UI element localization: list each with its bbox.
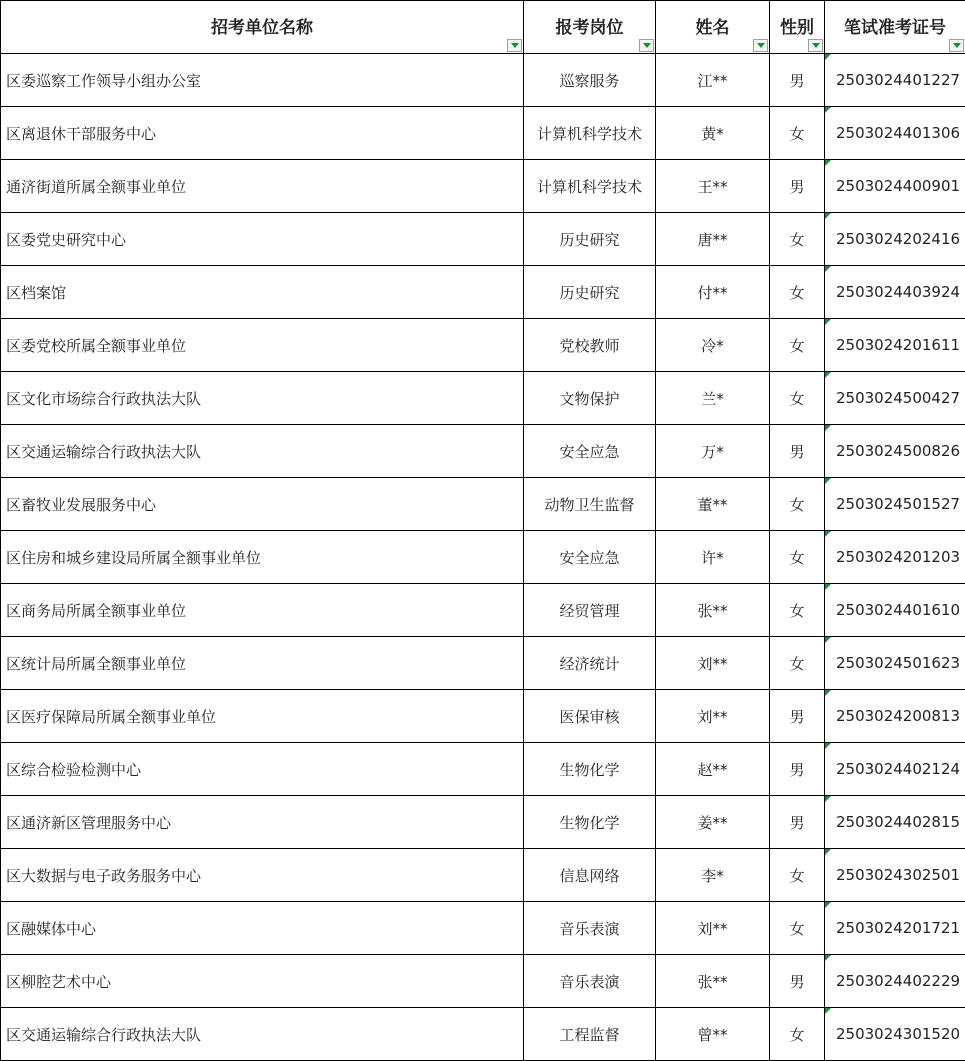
cell-name-text: 付** — [697, 283, 728, 302]
cell-position[interactable] — [524, 531, 656, 584]
cell-name-text: 江** — [697, 71, 728, 90]
cell-name-text: 许* — [701, 548, 724, 567]
cell-org[interactable] — [1, 637, 524, 690]
cell-ticket[interactable] — [825, 743, 965, 796]
cell-gender-text: 女 — [789, 654, 805, 673]
cell-position[interactable] — [524, 372, 656, 425]
filter-dropdown-icon[interactable] — [949, 39, 964, 52]
cell-name[interactable] — [656, 425, 770, 478]
cell-org[interactable] — [1, 690, 524, 743]
cell-name-text: 黄* — [701, 124, 724, 143]
cell-gender-text: 女 — [789, 230, 805, 249]
number-as-text-indicator-icon — [825, 478, 831, 484]
cell-org-text: 区文化市场综合行政执法大队 — [6, 389, 202, 408]
cell-org[interactable] — [1, 1008, 524, 1061]
cell-position-text: 音乐表演 — [559, 972, 620, 991]
number-as-text-indicator-icon — [825, 584, 831, 590]
cell-gender-text: 女 — [789, 495, 805, 514]
cell-position-text: 动物卫生监督 — [544, 495, 635, 514]
cell-ticket-text: 2503024200813 — [836, 707, 961, 725]
cell-ticket[interactable] — [825, 107, 965, 160]
cell-name[interactable] — [656, 1008, 770, 1061]
cell-position-text: 经济统计 — [559, 654, 620, 673]
cell-gender[interactable] — [770, 584, 825, 637]
cell-gender[interactable] — [770, 213, 825, 266]
cell-org[interactable] — [1, 955, 524, 1008]
number-as-text-indicator-icon — [825, 266, 831, 272]
cell-name-text: 唐** — [697, 230, 728, 249]
cell-name[interactable] — [656, 160, 770, 213]
cell-gender-text: 女 — [789, 919, 805, 938]
cell-position[interactable] — [524, 478, 656, 531]
cell-name[interactable] — [656, 478, 770, 531]
cell-name[interactable] — [656, 266, 770, 319]
cell-gender-text: 女 — [789, 124, 805, 143]
table-row — [1, 796, 965, 849]
filter-dropdown-icon[interactable] — [507, 39, 522, 52]
header-ticket-label: 笔试准考证号 — [844, 17, 946, 38]
table-row — [1, 372, 965, 425]
cell-name[interactable] — [656, 213, 770, 266]
cell-org[interactable] — [1, 478, 524, 531]
cell-ticket[interactable] — [825, 478, 965, 531]
cell-org-text: 区档案馆 — [6, 283, 67, 302]
cell-gender[interactable] — [770, 955, 825, 1008]
cell-ticket[interactable] — [825, 584, 965, 637]
cell-gender-text: 女 — [789, 601, 805, 620]
table-row — [1, 107, 965, 160]
cell-position-text: 党校教师 — [559, 336, 620, 355]
cell-gender-text: 男 — [789, 760, 805, 779]
cell-ticket-text: 2503024201611 — [836, 336, 961, 354]
cell-position-text: 音乐表演 — [559, 919, 620, 938]
cell-gender-text: 男 — [789, 71, 805, 90]
header-org — [1, 1, 524, 54]
cell-position[interactable] — [524, 213, 656, 266]
cell-org[interactable] — [1, 160, 524, 213]
table-header — [1, 1, 965, 54]
cell-gender-text: 女 — [789, 1025, 805, 1044]
cell-ticket[interactable] — [825, 690, 965, 743]
cell-org-text: 区交通运输综合行政执法大队 — [6, 442, 202, 461]
cell-org[interactable] — [1, 849, 524, 902]
cell-name-text: 刘** — [697, 654, 728, 673]
table-row — [1, 955, 965, 1008]
cell-name-text: 刘** — [697, 919, 728, 938]
cell-ticket-text: 2503024401306 — [836, 124, 961, 142]
table-row — [1, 531, 965, 584]
number-as-text-indicator-icon — [825, 849, 831, 855]
cell-position[interactable] — [524, 54, 656, 107]
cell-org-text: 区综合检验检测中心 — [6, 760, 142, 779]
cell-gender[interactable] — [770, 372, 825, 425]
cell-position-text: 经贸管理 — [559, 601, 620, 620]
cell-gender-text: 女 — [789, 866, 805, 885]
cell-gender[interactable] — [770, 531, 825, 584]
header-gender — [770, 1, 825, 54]
table-row — [1, 319, 965, 372]
table-body — [1, 54, 965, 1061]
cell-name-text: 李* — [701, 866, 724, 885]
cell-position[interactable] — [524, 796, 656, 849]
cell-name[interactable] — [656, 743, 770, 796]
cell-position-text: 计算机科学技术 — [536, 124, 642, 143]
cell-org[interactable] — [1, 107, 524, 160]
cell-ticket[interactable] — [825, 1008, 965, 1061]
cell-ticket[interactable] — [825, 425, 965, 478]
cell-gender[interactable] — [770, 160, 825, 213]
cell-name-text: 刘** — [697, 707, 728, 726]
table-row — [1, 1008, 965, 1061]
cell-gender[interactable] — [770, 849, 825, 902]
cell-name[interactable] — [656, 690, 770, 743]
cell-ticket[interactable] — [825, 637, 965, 690]
cell-org[interactable] — [1, 796, 524, 849]
cell-name[interactable] — [656, 955, 770, 1008]
cell-position-text: 历史研究 — [559, 230, 620, 249]
cell-org[interactable] — [1, 372, 524, 425]
cell-position[interactable] — [524, 107, 656, 160]
cell-gender[interactable] — [770, 743, 825, 796]
cell-position[interactable] — [524, 955, 656, 1008]
number-as-text-indicator-icon — [825, 54, 831, 60]
table-row — [1, 637, 965, 690]
cell-gender-text: 女 — [789, 389, 805, 408]
cell-name[interactable] — [656, 531, 770, 584]
table-row — [1, 425, 965, 478]
number-as-text-indicator-icon — [825, 690, 831, 696]
cell-gender[interactable] — [770, 690, 825, 743]
filter-dropdown-icon[interactable] — [639, 39, 654, 52]
cell-position-text: 巡察服务 — [559, 71, 620, 90]
number-as-text-indicator-icon — [825, 796, 831, 802]
cell-position[interactable] — [524, 902, 656, 955]
cell-name-text: 姜** — [697, 813, 728, 832]
cell-name-text: 董** — [697, 495, 728, 514]
cell-ticket-text: 2503024401610 — [836, 601, 961, 619]
cell-org-text: 区交通运输综合行政执法大队 — [6, 1025, 202, 1044]
table-row — [1, 213, 965, 266]
cell-org-text: 区委党校所属全额事业单位 — [6, 336, 187, 355]
cell-gender[interactable] — [770, 54, 825, 107]
cell-org-text: 区商务局所属全额事业单位 — [6, 601, 187, 620]
cell-gender[interactable] — [770, 478, 825, 531]
cell-org-text: 区医疗保障局所属全额事业单位 — [6, 707, 217, 726]
cell-position-text: 文物保护 — [559, 389, 620, 408]
cell-org[interactable] — [1, 425, 524, 478]
header-row — [1, 1, 965, 54]
cell-name[interactable] — [656, 372, 770, 425]
cell-org[interactable] — [1, 266, 524, 319]
cell-org[interactable] — [1, 902, 524, 955]
cell-ticket-text: 2503024302501 — [836, 866, 961, 884]
cell-org-text: 区大数据与电子政务服务中心 — [6, 866, 202, 885]
cell-name-text: 万* — [701, 442, 724, 461]
cell-gender[interactable] — [770, 1008, 825, 1061]
cell-org-text: 区统计局所属全额事业单位 — [6, 654, 187, 673]
table-row — [1, 902, 965, 955]
cell-position-text: 安全应急 — [559, 548, 620, 567]
table-row — [1, 54, 965, 107]
cell-ticket-text: 2503024202416 — [836, 230, 961, 248]
cell-org-text: 区住房和城乡建设局所属全额事业单位 — [6, 548, 262, 567]
cell-position-text: 工程监督 — [559, 1025, 620, 1044]
cell-name-text: 赵** — [697, 760, 728, 779]
number-as-text-indicator-icon — [825, 160, 831, 166]
cell-position-text: 医保审核 — [559, 707, 620, 726]
cell-gender-text: 男 — [789, 813, 805, 832]
cell-position-text: 生物化学 — [559, 760, 620, 779]
cell-position[interactable] — [524, 319, 656, 372]
cell-position-text: 安全应急 — [559, 442, 620, 461]
cell-org-text: 区通济新区管理服务中心 — [6, 813, 172, 832]
number-as-text-indicator-icon — [825, 955, 831, 961]
table-row — [1, 849, 965, 902]
cell-position[interactable] — [524, 637, 656, 690]
number-as-text-indicator-icon — [825, 1008, 831, 1014]
cell-org[interactable] — [1, 584, 524, 637]
cell-name-text: 王** — [697, 177, 728, 196]
cell-ticket[interactable] — [825, 902, 965, 955]
cell-gender-text: 女 — [789, 336, 805, 355]
cell-ticket[interactable] — [825, 372, 965, 425]
header-position-label: 报考岗位 — [555, 17, 624, 38]
number-as-text-indicator-icon — [825, 531, 831, 537]
table-row — [1, 160, 965, 213]
cell-name-text: 曾** — [697, 1025, 728, 1044]
number-as-text-indicator-icon — [825, 743, 831, 749]
cell-ticket-text: 2503024201203 — [836, 548, 961, 566]
cell-org-text: 区委党史研究中心 — [6, 230, 127, 249]
cell-ticket-text: 2503024403924 — [836, 283, 961, 301]
table-row — [1, 266, 965, 319]
cell-ticket[interactable] — [825, 213, 965, 266]
cell-gender[interactable] — [770, 796, 825, 849]
cell-name[interactable] — [656, 796, 770, 849]
cell-name[interactable] — [656, 849, 770, 902]
cell-org-text: 区柳腔艺术中心 — [6, 972, 112, 991]
cell-org-text: 通济街道所属全额事业单位 — [6, 177, 187, 196]
cell-gender[interactable] — [770, 266, 825, 319]
cell-ticket-text: 2503024401227 — [836, 71, 961, 89]
cell-ticket[interactable] — [825, 796, 965, 849]
table-row — [1, 584, 965, 637]
cell-ticket[interactable] — [825, 54, 965, 107]
cell-position[interactable] — [524, 425, 656, 478]
cell-ticket-text: 2503024501623 — [836, 654, 961, 672]
cell-position-text: 信息网络 — [559, 866, 620, 885]
number-as-text-indicator-icon — [825, 372, 831, 378]
cell-ticket[interactable] — [825, 849, 965, 902]
cell-name[interactable] — [656, 54, 770, 107]
cell-position[interactable] — [524, 584, 656, 637]
cell-org[interactable] — [1, 531, 524, 584]
cell-name[interactable] — [656, 902, 770, 955]
cell-gender-text: 女 — [789, 548, 805, 567]
cell-name-text: 兰* — [701, 389, 724, 408]
cell-ticket[interactable] — [825, 955, 965, 1008]
cell-org-text: 区委巡察工作领导小组办公室 — [6, 71, 202, 90]
cell-position[interactable] — [524, 690, 656, 743]
cell-ticket[interactable] — [825, 319, 965, 372]
cell-gender-text: 男 — [789, 972, 805, 991]
number-as-text-indicator-icon — [825, 319, 831, 325]
table-row — [1, 743, 965, 796]
cell-ticket[interactable] — [825, 266, 965, 319]
cell-name[interactable] — [656, 319, 770, 372]
number-as-text-indicator-icon — [825, 213, 831, 219]
cell-org[interactable] — [1, 319, 524, 372]
cell-ticket-text: 2503024201721 — [836, 919, 961, 937]
cell-ticket-text: 2503024500826 — [836, 442, 961, 460]
cell-position[interactable] — [524, 1008, 656, 1061]
cell-ticket-text: 2503024501527 — [836, 495, 961, 513]
cell-position[interactable] — [524, 849, 656, 902]
table-row — [1, 478, 965, 531]
cell-position-text: 计算机科学技术 — [536, 177, 642, 196]
header-gender-label: 性别 — [780, 17, 814, 38]
cell-position[interactable] — [524, 266, 656, 319]
cell-position[interactable] — [524, 160, 656, 213]
filter-dropdown-icon[interactable] — [808, 39, 823, 52]
cell-org[interactable] — [1, 743, 524, 796]
number-as-text-indicator-icon — [825, 107, 831, 113]
header-position — [524, 1, 656, 54]
cell-gender[interactable] — [770, 902, 825, 955]
cell-org[interactable] — [1, 213, 524, 266]
cell-position[interactable] — [524, 743, 656, 796]
cell-org[interactable] — [1, 54, 524, 107]
cell-ticket[interactable] — [825, 531, 965, 584]
cell-gender[interactable] — [770, 425, 825, 478]
cell-name-text: 张** — [697, 601, 728, 620]
cell-ticket-text: 2503024500427 — [836, 389, 961, 407]
cell-gender[interactable] — [770, 319, 825, 372]
number-as-text-indicator-icon — [825, 902, 831, 908]
number-as-text-indicator-icon — [825, 637, 831, 643]
cell-ticket[interactable] — [825, 160, 965, 213]
number-as-text-indicator-icon — [825, 425, 831, 431]
cell-name[interactable] — [656, 584, 770, 637]
cell-org-text: 区畜牧业发展服务中心 — [6, 495, 157, 514]
cell-position-text: 生物化学 — [559, 813, 620, 832]
cell-name[interactable] — [656, 637, 770, 690]
cell-ticket-text: 2503024301520 — [836, 1025, 961, 1043]
cell-gender-text: 男 — [789, 442, 805, 461]
cell-gender[interactable] — [770, 637, 825, 690]
cell-gender-text: 女 — [789, 283, 805, 302]
cell-org-text: 区离退休干部服务中心 — [6, 124, 157, 143]
cell-org-text: 区融媒体中心 — [6, 919, 97, 938]
cell-position-text: 历史研究 — [559, 283, 620, 302]
filter-dropdown-icon[interactable] — [753, 39, 768, 52]
cell-gender[interactable] — [770, 107, 825, 160]
cell-gender-text: 男 — [789, 707, 805, 726]
cell-ticket-text: 2503024402124 — [836, 760, 961, 778]
cell-name[interactable] — [656, 107, 770, 160]
header-name-label: 姓名 — [695, 17, 730, 38]
cell-ticket-text: 2503024400901 — [836, 177, 961, 195]
header-ticket — [825, 1, 965, 54]
cell-ticket-text: 2503024402815 — [836, 813, 961, 831]
header-org-label: 招考单位名称 — [211, 17, 313, 38]
cell-ticket-text: 2503024402229 — [836, 972, 961, 990]
table-row — [1, 690, 965, 743]
cell-name-text: 张** — [697, 972, 728, 991]
cell-name-text: 冷* — [701, 336, 724, 355]
cell-gender-text: 男 — [789, 177, 805, 196]
header-name — [656, 1, 770, 54]
